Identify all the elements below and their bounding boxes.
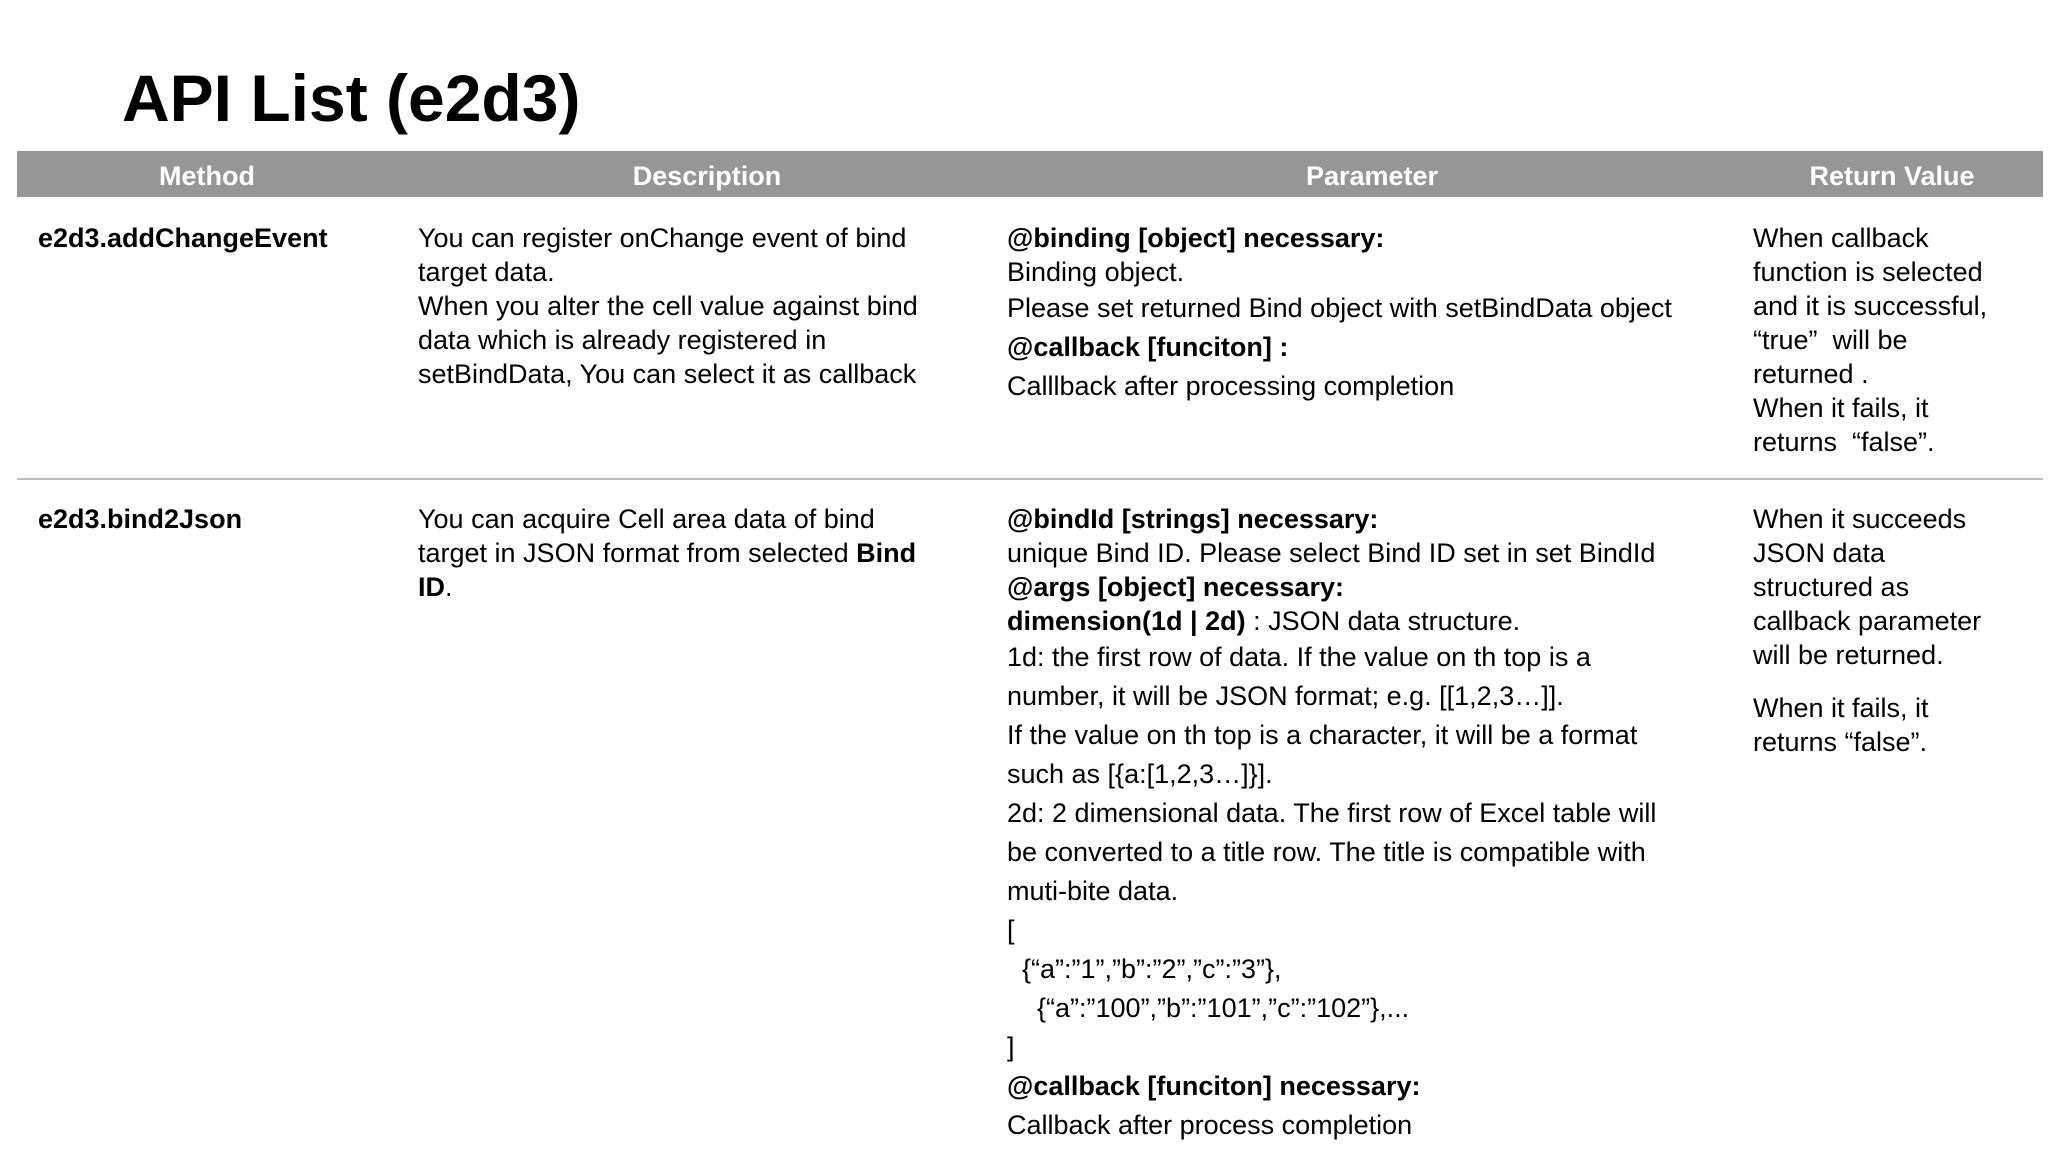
param-text: Binding object. xyxy=(1007,257,1185,287)
row1-return-value xyxy=(1753,221,1987,459)
param-code: [ xyxy=(1007,915,1015,945)
row2-method: e2d3.bind2Json xyxy=(38,504,243,534)
row2-return-line: structured as xyxy=(1753,572,1910,602)
param-code: {“a”:”100”,”b”:”101”,”c”:”102”},... xyxy=(1007,993,1410,1023)
param-text: such as [{a:[1,2,3…]}]. xyxy=(1007,759,1273,789)
row2-return-line: will be returned. xyxy=(1753,640,1944,670)
row1-return-line: function is selected xyxy=(1753,257,1983,287)
param-name: dimension(1d | 2d) xyxy=(1007,606,1246,636)
param-text: Callback after process completion xyxy=(1007,1110,1413,1140)
param-name: @callback [funciton] necessary: xyxy=(1007,1071,1421,1101)
row1-desc-line: data which is already registered in xyxy=(418,325,827,355)
row-divider xyxy=(17,478,2043,480)
row1-desc-line: You can register onChange event of bind xyxy=(418,223,907,253)
row2-parameter xyxy=(1007,502,1656,1145)
row1-return-line: When callback xyxy=(1753,223,1929,253)
row1-method: e2d3.addChangeEvent xyxy=(38,223,328,253)
row2-return-line: JSON data xyxy=(1753,538,1886,568)
row1-parameter xyxy=(1007,221,1672,406)
param-text: Calllback after processing completion xyxy=(1007,371,1455,401)
param-text: unique Bind ID. Please select Bind ID set in set BindId xyxy=(1007,538,1656,568)
param-dimension xyxy=(1007,604,1656,638)
row1-desc-line: setBindData, You can select it as callback xyxy=(418,359,917,389)
param-name: @binding [object] necessary: xyxy=(1007,223,1385,253)
header-parameter: Parameter xyxy=(1305,161,1439,191)
page-title: API List (e2d3) xyxy=(122,61,581,135)
row2-return-value xyxy=(1753,502,1981,759)
desc-bold: Bind xyxy=(856,538,917,568)
desc-text: . xyxy=(445,572,453,602)
desc-bold: ID xyxy=(418,572,445,602)
param-text: 2d: 2 dimensional data. The first row of Excel table will xyxy=(1007,798,1657,828)
row1-desc-line: target data. xyxy=(418,257,555,287)
row2-desc-line xyxy=(418,536,916,570)
row1-return-line: returns “false”. xyxy=(1753,427,1935,457)
row1-desc-line: When you alter the cell value against bind xyxy=(418,291,918,321)
row1-return-line: returned . xyxy=(1753,359,1869,389)
param-text: be converted to a title row. The title is compatible with xyxy=(1007,837,1646,867)
row2-return-line: When it fails, it xyxy=(1753,693,1929,723)
param-name: @callback [funciton] : xyxy=(1007,332,1289,362)
row2-return-line: returns “false”. xyxy=(1753,727,1928,757)
param-name: @bindId [strings] necessary: xyxy=(1007,504,1379,534)
header-method: Method xyxy=(159,161,255,191)
param-text: Please set returned Bind object with setBindData object xyxy=(1007,293,1672,323)
row2-return-line: callback parameter xyxy=(1753,606,1982,636)
row1-return-line: and it is successful, xyxy=(1753,291,1988,321)
row1-return-line: “true” will be xyxy=(1753,325,1908,355)
header-description: Description xyxy=(632,161,782,191)
table-header xyxy=(17,151,2043,197)
row2-desc-line xyxy=(418,570,916,604)
param-text: : JSON data structure. xyxy=(1245,606,1521,636)
row2-desc-line: You can acquire Cell area data of bind xyxy=(418,504,875,534)
param-code: {“a”:”1”,”b”:”2”,”c”:”3”}, xyxy=(1007,954,1282,984)
row1-return-line: When it fails, it xyxy=(1753,393,1929,423)
row2-description xyxy=(418,502,916,604)
param-name: @args [object] necessary: xyxy=(1007,572,1344,602)
row1-description xyxy=(418,221,918,391)
desc-text: target in JSON format from selected xyxy=(418,538,849,568)
param-text: 1d: the first row of data. If the value on th top is a xyxy=(1007,642,1591,672)
header-return-value: Return Value xyxy=(1809,161,1975,191)
param-text: muti-bite data. xyxy=(1007,876,1179,906)
row2-return-line: When it succeeds xyxy=(1753,504,1967,534)
param-text: number, it will be JSON format; e.g. [[1,2,3…]]. xyxy=(1007,681,1564,711)
param-code: ] xyxy=(1007,1032,1015,1062)
param-text: If the value on th top is a character, it will be a format xyxy=(1007,720,1638,750)
